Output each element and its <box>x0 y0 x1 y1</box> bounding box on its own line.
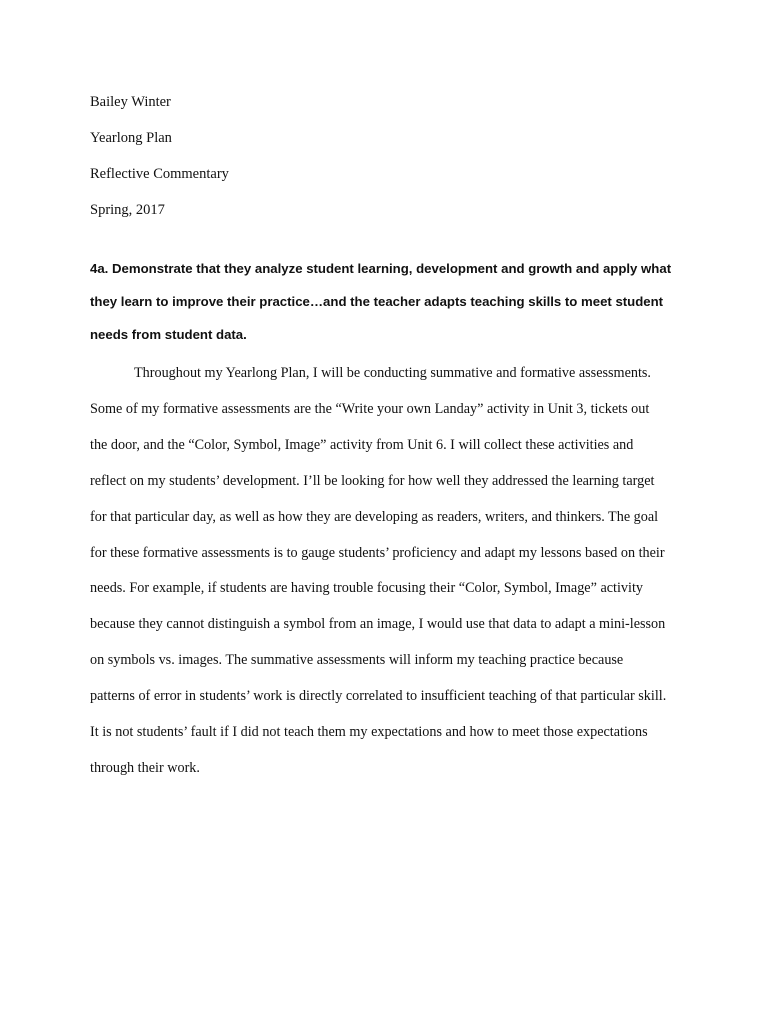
term-date: Spring, 2017 <box>90 202 165 218</box>
author-name: Bailey Winter <box>90 94 171 110</box>
document-content <box>90 88 680 787</box>
reflection-paragraph: Throughout my Yearlong Plan, I will be conducting summative and formative assessments. Some of my formative assessments are the “Write your own Landay” activity in Unit 3, tickets out the door, and the “Color, Symbol, Image” activity from Unit 6. I will collect these activities and reflect on my students’ development. I’ll be looking for how well they addressed the learning target for that particular day, as well as how they are developing as readers, writers, and thinkers. The goal for these formative assessments is to gauge students’ proficiency and adapt my lessons based on their needs. For example, if students are having trouble focusing their “Color, Symbol, Image” activity because they cannot distinguish a symbol from an image, I would use that data to adapt a mini-lesson on symbols vs. images. The summative assessments will inform my teaching practice because patterns of error in students’ work is directly correlated to insufficient teaching of that particular skill. It is not students’ fault if I did not teach them my expectations and how to meet those expectations through their work. <box>90 365 667 776</box>
plan-title: Yearlong Plan <box>90 130 172 146</box>
section-title: Reflective Commentary <box>90 166 229 182</box>
standard-heading: 4a. Demonstrate that they analyze student learning, development and growth and apply what they learn to improve their practice…and the teacher adapts teaching skills to meet student needs from student data. <box>90 261 672 342</box>
